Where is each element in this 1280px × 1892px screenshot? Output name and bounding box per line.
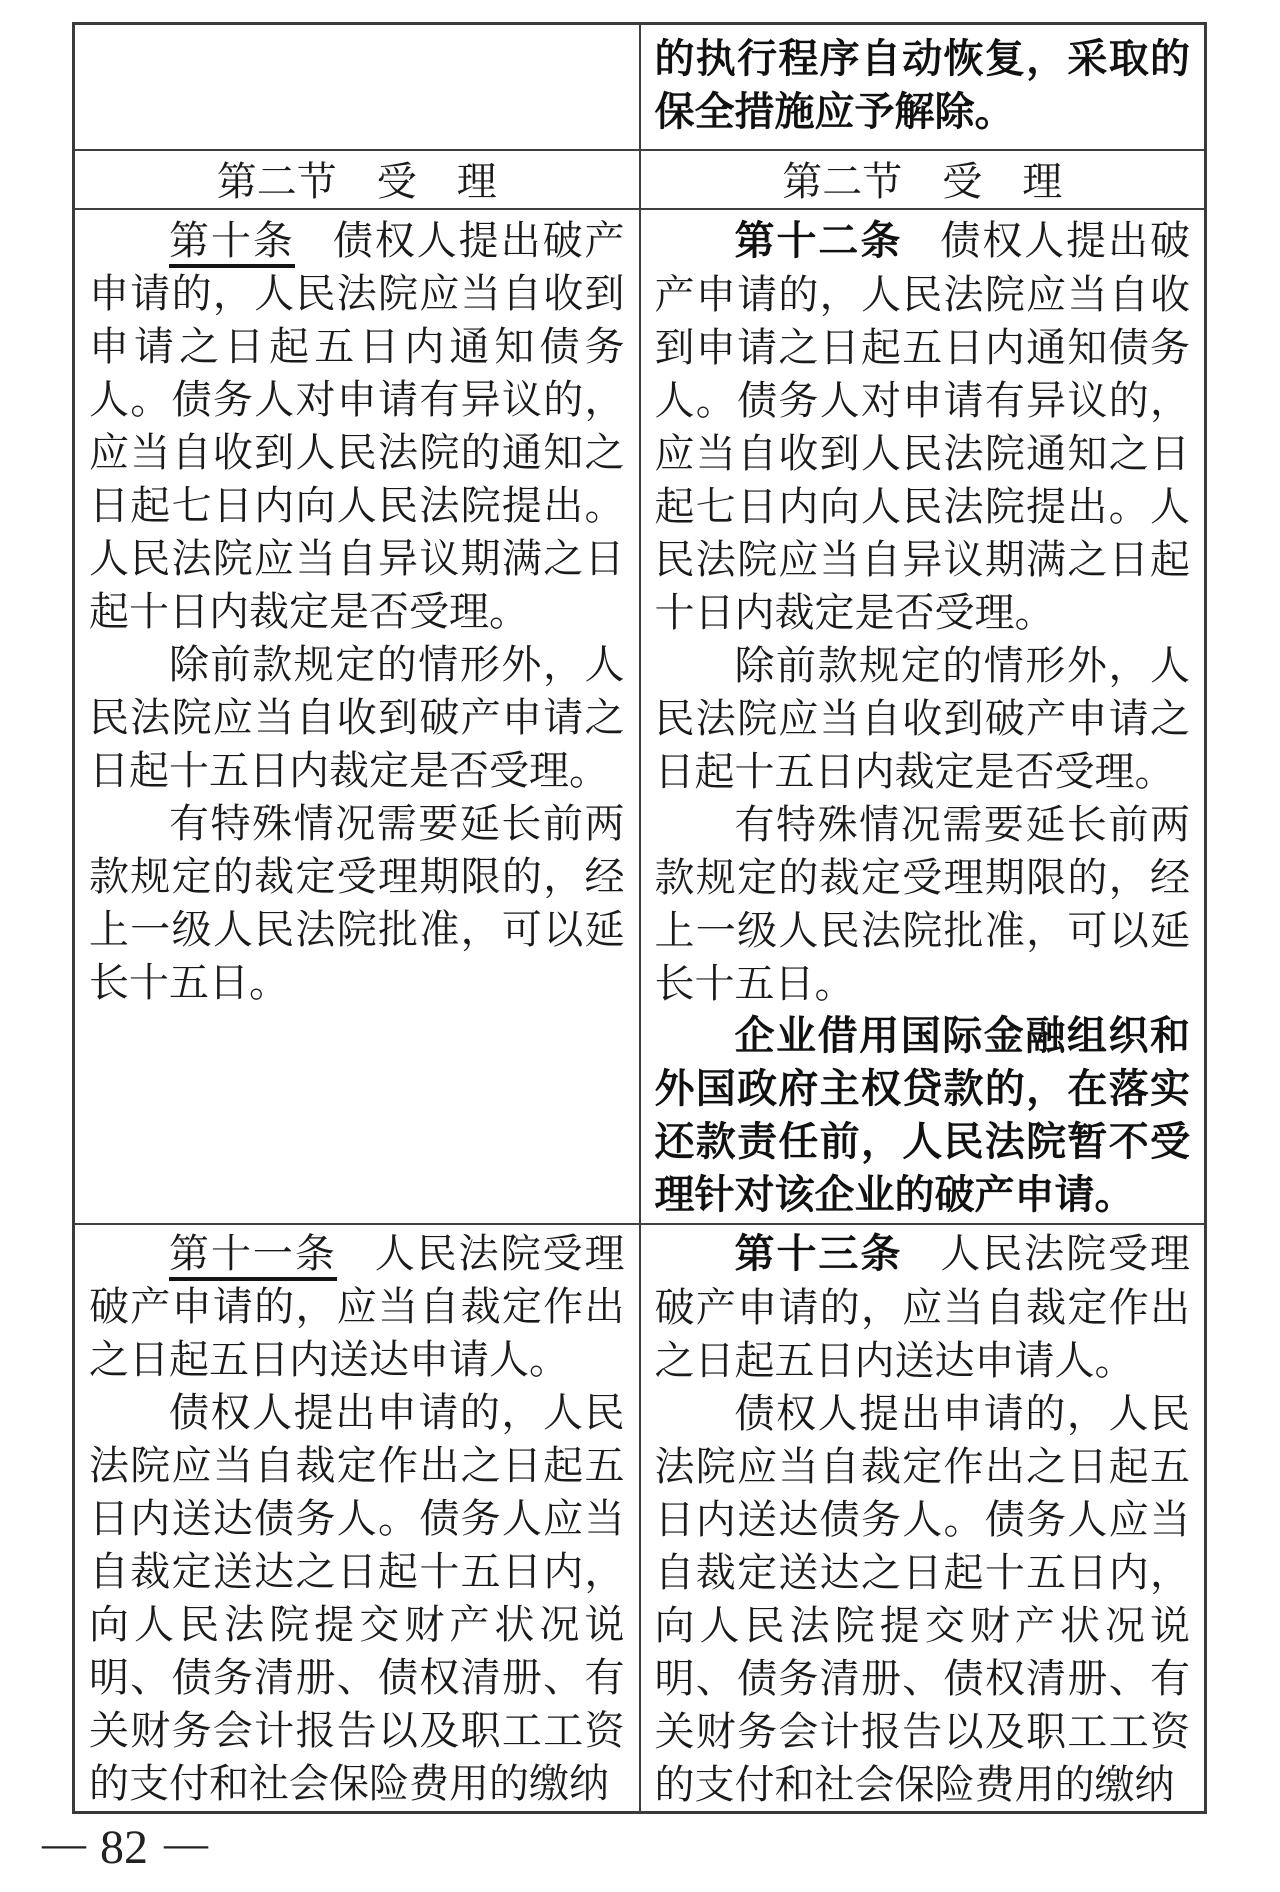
- footer-dash-right: —: [164, 1819, 206, 1868]
- article-11-cell: [74, 1224, 640, 1813]
- article-10-paragraph-3: 有特殊情况需要延长前两款规定的裁定受理期限的，经上一级人民法院批准，可以延长十五日。: [89, 800, 625, 1005]
- continuation-paragraph: 的执行程序自动恢复，采取的保全措施应予解除。: [654, 37, 1190, 134]
- article-10-paragraph-1: [89, 214, 625, 638]
- continuation-row: [74, 24, 1206, 150]
- section-header-left: 第二节 受 理: [74, 150, 640, 209]
- article-12-paragraph-1-text: 债权人提出破产申请的，人民法院应当自收到申请之日起五日内通知债务人。债务人对申请有异议的，应当自收到人民法院通知之日起七日内向人民法院提出。人民法院应当自异议期满之日起十日内裁定是否受理。: [654, 217, 1191, 635]
- article-12-paragraph-2: 除前款规定的情形外，人民法院应当自收到破产申请之日起十五日内裁定是否受理。: [654, 642, 1190, 794]
- new-law-continuation-cell: [640, 24, 1206, 150]
- article-11-paragraph-1: [89, 1227, 625, 1386]
- law-comparison-table: [72, 22, 1207, 1814]
- articles-11-13-row: [74, 1224, 1206, 1813]
- article-13-paragraph-1-text: 人民法院受理破产申请的，应当自裁定作出之日起五日内送达申请人。: [654, 1230, 1191, 1383]
- section-header-right: 第二节 受 理: [640, 150, 1206, 209]
- article-11-paragraph-2: 债权人提出申请的，人民法院应当自裁定作出之日起五日内送达债务人。债务人应当自裁定送达之日起十五日内，向人民法院提交财产状况说明、债务清册、债权清册、有关财务会计报告以及职工工资的支付和社会保险费用的缴纳: [89, 1389, 625, 1806]
- article-12-paragraph-4-new-provision: 企业借用国际金融组织和外国政府主权贷款的，在落实还款责任前，人民法院暂不受理针对该企业的破产申请。: [654, 1013, 1190, 1217]
- section-header-row: [74, 150, 1206, 209]
- article-10-number: 第十条: [169, 218, 295, 268]
- article-13-paragraph-1: [655, 1227, 1191, 1387]
- article-12-number: 第十二条: [734, 218, 903, 263]
- article-11-paragraph-1-text: 人民法院受理破产申请的，应当自裁定作出之日起五日内送达申请人。: [89, 1230, 625, 1382]
- footer-dash-left: —: [42, 1819, 84, 1868]
- article-12-paragraph-1: [655, 214, 1191, 639]
- article-10-cell: [74, 209, 640, 1224]
- old-law-empty-cell: [74, 24, 640, 150]
- article-13-paragraph-2: 债权人提出申请的，人民法院应当自裁定作出之日起五日内送达债务人。债务人应当自裁定送达之日起十五日内，向人民法院提交财产状况说明、债务清册、债权清册、有关财务会计报告以及职工工资的支付和社会保险费用的缴纳: [654, 1390, 1190, 1807]
- article-10-paragraph-2: 除前款规定的情形外，人民法院应当自收到破产申请之日起十五日内裁定是否受理。: [89, 641, 625, 793]
- articles-10-12-row: [74, 209, 1206, 1224]
- article-13-cell: [640, 1224, 1206, 1813]
- article-12-paragraph-3: 有特殊情况需要延长前两款规定的裁定受理期限的，经上一级人民法院批准，可以延长十五日。: [654, 801, 1190, 1006]
- article-13-number: 第十三条: [734, 1231, 903, 1276]
- page-number-footer: [42, 1820, 206, 1875]
- article-10-paragraph-1-text: 债权人提出破产申请的，人民法院应当自收到申请之日起五日内通知债务人。债务人对申请有异议的，应当自收到人民法院的通知之日起七日内向人民法院提出。人民法院应当自异议期满之日起十日内裁定是否受理。: [89, 217, 625, 634]
- article-12-cell: [640, 209, 1206, 1224]
- article-11-number: 第十一条: [169, 1231, 337, 1281]
- page-number: 82: [100, 1821, 148, 1874]
